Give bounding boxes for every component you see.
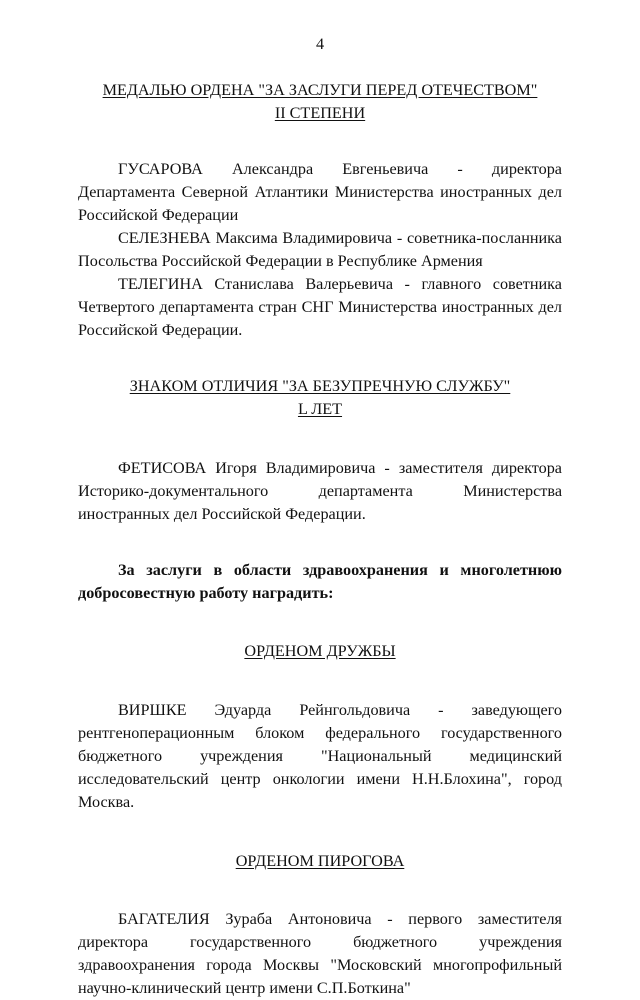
page-number: 4 <box>315 35 325 53</box>
award-statement: За заслуги в области здравоохранения и многолетнюю добросовестную работу наградить: <box>78 561 562 602</box>
section-heading-medal <box>78 79 562 125</box>
award-entry: ВИРШКЕ Эдуарда Рейнгольдовича - заведующего рентгеноперационным блоком федерального государственного бюджетного учреждения "Национальный медицинский исследовательский центр онкологии имени Н.Н.Блохина", город Москва. <box>78 701 562 811</box>
award-entry: ТЕЛЕГИНА Станислава Валерьевича - главного советника Четвертого департамента стран СНГ Министерства иностранных дел Российской Федерации. <box>78 275 562 339</box>
section-heading-order-pirogov: ОРДЕНОМ ПИРОГОВА <box>235 852 405 870</box>
section-heading-badge <box>78 375 562 421</box>
award-entry: СЕЛЕЗНЕВА Максима Владимировича - советника-посланника Посольства Российской Федерации в Республике Армения <box>78 229 562 270</box>
section-heading-line: L ЛЕТ <box>297 400 343 418</box>
award-entry: ГУСАРОВА Александра Евгеньевича - директора Департамента Северной Атлантики Министерства иностранных дел Российской Федерации <box>78 160 562 224</box>
section-heading-line: ЗНАКОМ ОТЛИЧИЯ "ЗА БЕЗУПРЕЧНУЮ СЛУЖБУ" <box>129 377 511 395</box>
section-heading-line: МЕДАЛЬЮ ОРДЕНА "ЗА ЗАСЛУГИ ПЕРЕД ОТЕЧЕСТВОМ" <box>102 81 538 99</box>
award-entry: БАГАТЕЛИЯ Зураба Антоновича - первого заместителя директора государственного бюджетного учреждения здравоохранения города Москвы "Московский многопрофильный научно-клинический центр имени С.П.Боткина" <box>78 910 562 997</box>
award-entry: ФЕТИСОВА Игоря Владимировича - заместителя директора Историко-документального департамента Министерства иностранных дел Российской Федерации. <box>78 459 562 523</box>
section-heading-line: II СТЕПЕНИ <box>274 104 366 122</box>
section-heading-order-friendship: ОРДЕНОМ ДРУЖБЫ <box>244 642 396 660</box>
document-body <box>78 79 562 1000</box>
